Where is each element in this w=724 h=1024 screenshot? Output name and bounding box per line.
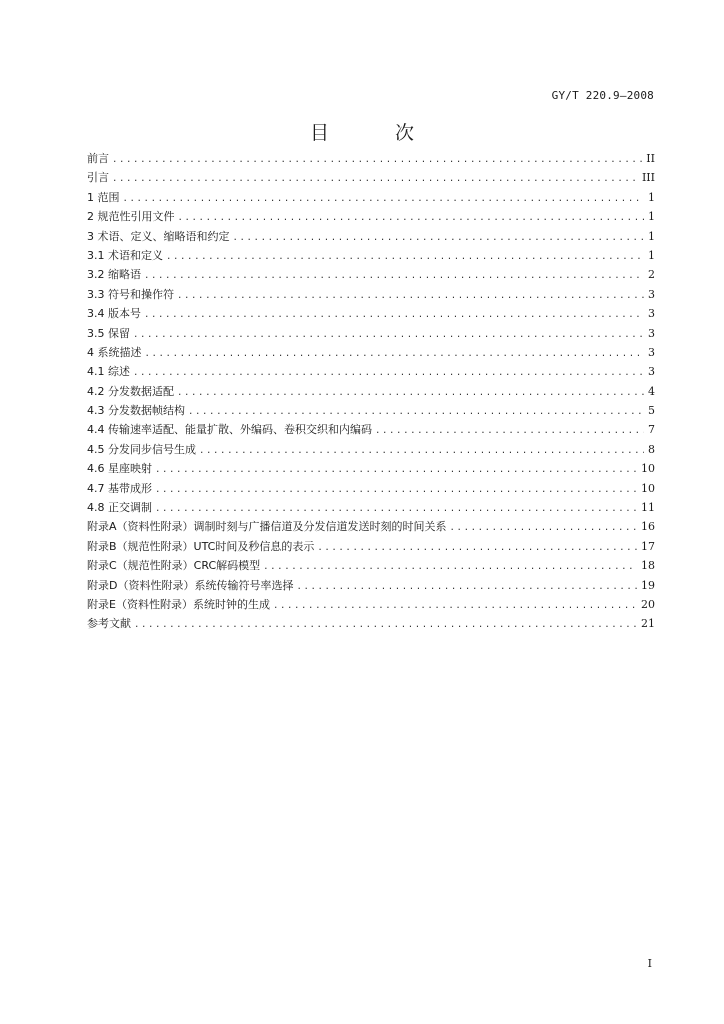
toc-dot-leader <box>144 267 644 284</box>
toc-entry-label: 3.5 保留 <box>87 326 130 340</box>
toc-entry-page: 1 <box>648 229 655 243</box>
toc-dot-leader <box>155 500 637 517</box>
toc-entry-label: 附录A（资料性附录）调制时刻与广播信道及分发信道发送时刻的时间关系 <box>87 520 447 534</box>
toc-dot-leader <box>134 616 637 633</box>
toc-entry-label: 4.3 分发数据帧结构 <box>87 404 185 418</box>
toc-entry-label: 4.8 正交调制 <box>87 501 152 515</box>
toc-dot-leader <box>296 578 637 595</box>
toc-entry-page: 21 <box>641 617 655 631</box>
toc-entry[interactable] <box>87 595 655 614</box>
toc-entry-page: 3 <box>648 365 655 379</box>
toc-dot-leader <box>112 151 642 168</box>
toc-entry-label: 引言 <box>87 171 109 185</box>
toc-entry-label: 4.2 分发数据适配 <box>87 384 174 398</box>
toc-entry[interactable] <box>87 362 655 381</box>
toc-entry-label: 4.5 分发同步信号生成 <box>87 442 196 456</box>
toc-entry[interactable] <box>87 304 655 323</box>
toc-entry-page: 11 <box>641 501 655 515</box>
toc-entry-label: 附录B（规范性附录）UTC时间及秒信息的表示 <box>87 539 315 553</box>
toc-entry-label: 前言 <box>87 152 109 165</box>
toc-entry[interactable] <box>87 343 655 362</box>
toc-entry-page: 3 <box>648 345 655 359</box>
toc-entry-label: 参考文献 <box>87 617 131 631</box>
toc-entry-page: 17 <box>641 539 655 553</box>
toc-dot-leader <box>145 345 645 362</box>
toc-dot-leader <box>133 326 644 343</box>
toc-entry[interactable] <box>87 420 655 439</box>
toc-entry-label: 附录D（资料性附录）系统传输符号率选择 <box>87 578 294 592</box>
toc-entry[interactable] <box>87 401 655 420</box>
toc-entry[interactable] <box>87 207 655 226</box>
toc-entry[interactable] <box>87 149 655 168</box>
toc-entry-label: 4.1 综述 <box>87 365 130 379</box>
toc-entry-label: 附录C（规范性附录）CRC解码模型 <box>87 559 261 573</box>
toc-entry[interactable] <box>87 498 655 517</box>
toc-dot-leader <box>155 481 637 498</box>
toc-entry[interactable] <box>87 227 655 246</box>
toc-entry[interactable] <box>87 324 655 343</box>
toc-entry[interactable] <box>87 168 655 187</box>
toc-entry-label: 附录E（资料性附录）系统时钟的生成 <box>87 597 270 611</box>
toc-entry[interactable] <box>87 459 655 478</box>
toc-entry-label: 3.4 版本号 <box>87 307 141 321</box>
toc-entry-label: 4.7 基带成形 <box>87 481 152 495</box>
toc-dot-leader <box>177 384 644 401</box>
toc-entry-page: 4 <box>648 384 655 398</box>
toc-entry[interactable] <box>87 246 655 265</box>
toc-entry[interactable] <box>87 556 655 575</box>
toc-entry-page: 8 <box>648 442 655 456</box>
toc-entry-page: 5 <box>648 404 655 418</box>
toc-entry-page: II <box>646 152 655 165</box>
toc-entry[interactable] <box>87 285 655 304</box>
toc-entry-page: 18 <box>641 559 655 573</box>
page-number: I <box>647 957 652 970</box>
toc-dot-leader <box>450 519 637 536</box>
toc-entry-label: 4 系统描述 <box>87 345 142 359</box>
toc-list <box>87 149 655 634</box>
toc-entry-label: 3.1 术语和定义 <box>87 248 163 262</box>
toc-entry-label: 2 规范性引用文件 <box>87 210 175 224</box>
toc-dot-leader <box>144 306 644 323</box>
toc-dot-leader <box>133 364 644 381</box>
toc-entry-page: 19 <box>641 578 655 592</box>
toc-entry-page: 3 <box>648 307 655 321</box>
toc-entry[interactable] <box>87 517 655 536</box>
toc-dot-leader <box>263 558 637 575</box>
toc-dot-leader <box>233 229 645 246</box>
toc-dot-leader <box>123 190 645 207</box>
toc-entry-label: 1 范围 <box>87 190 120 204</box>
toc-entry-page: 3 <box>648 326 655 340</box>
standard-code: GY/T 220.9—2008 <box>551 89 654 102</box>
toc-entry-label: 4.4 传输速率适配、能量扩散、外编码、卷积交织和内编码 <box>87 423 372 437</box>
toc-dot-leader <box>188 403 644 420</box>
toc-entry[interactable] <box>87 537 655 556</box>
toc-entry-page: III <box>641 171 655 185</box>
toc-entry[interactable] <box>87 265 655 284</box>
toc-dot-leader <box>155 461 637 478</box>
toc-dot-leader <box>177 287 644 304</box>
toc-title: 目 次 <box>309 122 445 144</box>
toc-entry-label: 4.6 星座映射 <box>87 462 152 476</box>
toc-entry-page: 2 <box>648 268 655 282</box>
toc-dot-leader <box>178 209 645 226</box>
toc-entry-page: 16 <box>641 520 655 534</box>
toc-dot-leader <box>199 442 644 459</box>
toc-dot-leader <box>112 170 638 187</box>
toc-entry[interactable] <box>87 479 655 498</box>
toc-dot-leader <box>375 422 644 439</box>
toc-entry-label: 3.3 符号和操作符 <box>87 287 174 301</box>
toc-entry-page: 1 <box>648 210 655 224</box>
toc-entry[interactable] <box>87 614 655 633</box>
toc-dot-leader <box>166 248 644 265</box>
toc-entry-page: 3 <box>648 287 655 301</box>
toc-entry-page: 10 <box>641 462 655 476</box>
toc-entry-page: 20 <box>641 597 655 611</box>
toc-entry[interactable] <box>87 440 655 459</box>
toc-entry[interactable] <box>87 382 655 401</box>
toc-entry[interactable] <box>87 576 655 595</box>
toc-dot-leader <box>317 539 637 556</box>
toc-dot-leader <box>273 597 637 614</box>
toc-entry-label: 3.2 缩略语 <box>87 268 141 282</box>
toc-entry[interactable] <box>87 188 655 207</box>
toc-entry-page: 1 <box>648 248 655 262</box>
toc-entry-page: 10 <box>641 481 655 495</box>
toc-entry-page: 7 <box>648 423 655 437</box>
toc-entry-label: 3 术语、定义、缩略语和约定 <box>87 229 230 243</box>
toc-entry-page: 1 <box>648 190 655 204</box>
